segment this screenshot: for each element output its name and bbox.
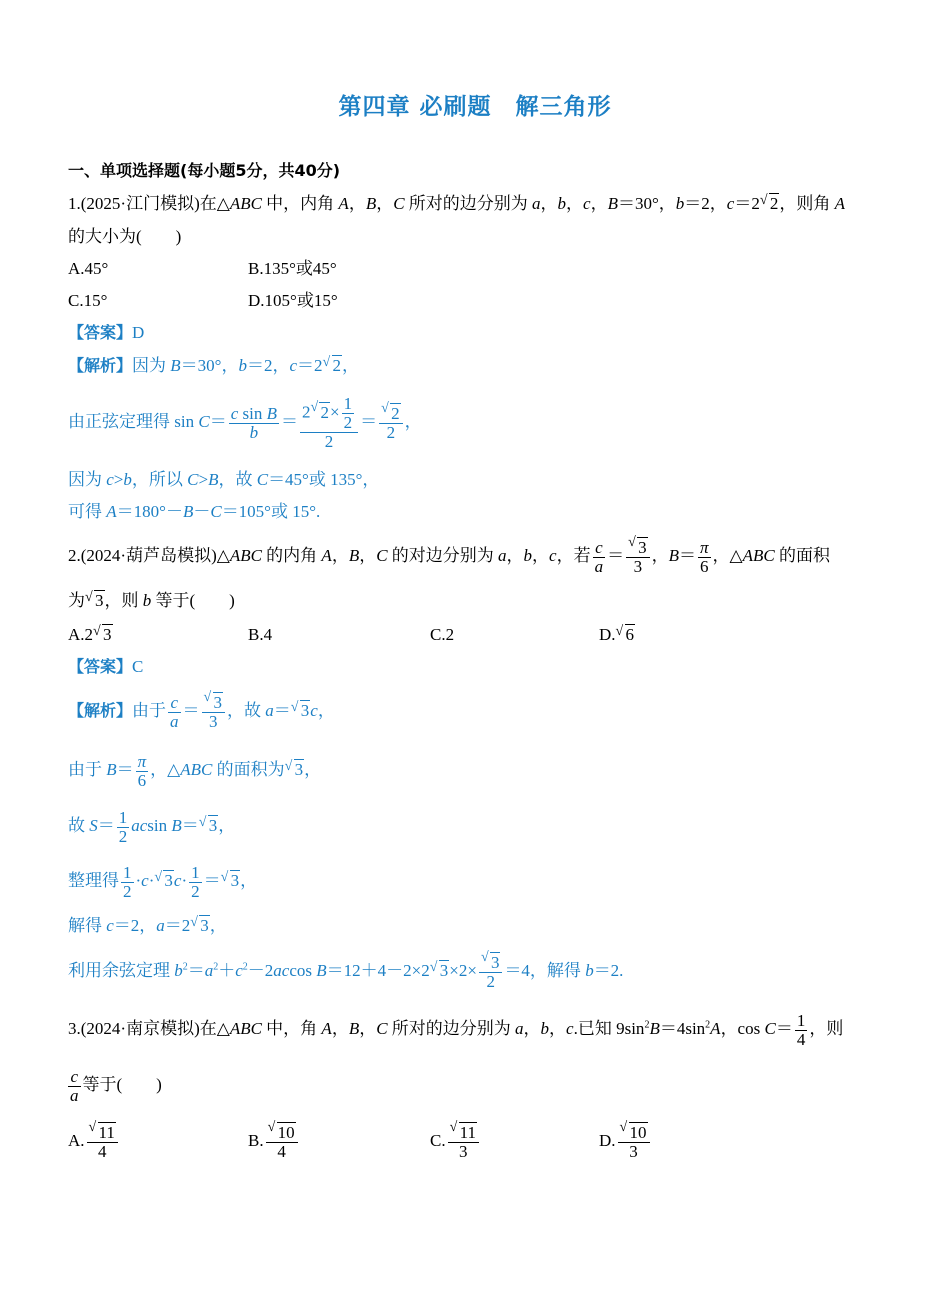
q2-stem-line2: 为 √ 3，则 b 等于( ) [68,590,235,610]
q2-analysis-line3: 故 S＝ $\frac{1}{2}$ acsin B＝ √ 3， [68,807,236,846]
q3-stem-line2: $\frac{c}{a}$ 等于( ) [70,1066,162,1105]
q2-analysis-line6: 利用余弦定理 $b^2=a^2+c^2-2accos$ B＝12＋4－2×2 √ 3×2× √ 3 2 ＝4，解得 b＝2. [68,949,624,991]
q2-stem-line1: 2.(2024·葫芦岛模拟)△ABC 的内角 A，B，C 的对边分别为 a，b，c，若 $\frac{c}{a}$ ＝ √ 3 3 ，B＝ $\frac{\pi}{6}$ ，△ABC 的面积 [68,534,830,576]
q3-option-b[interactable]: B. √ 10 4 [248,1118,300,1164]
q1-option-b[interactable]: B.135°或45° [248,259,337,278]
q1-analysis-line3: 因为 c>b，所以 C>B，故 C＝45°或 135°， [68,470,380,489]
q3-option-a[interactable]: A. √ 11 4 [68,1118,120,1164]
q1-analysis-line1: 【解析】因为 B＝30°，b＝2，c＝2 √ 2， [68,355,360,375]
q1-analysis-line4: 可得 A＝180°－B－C＝105°或 15°. [68,502,321,521]
q1-analysis-line2: 由正弦定理得 sin C＝ $\frac{\text{c sin B}}{b}$ ＝ 2 √ 2× $\frac{1}{2}$ 2 ＝ √ 2 2 ， [68,394,422,452]
q2-option-b[interactable]: B.4 [248,625,273,644]
q2-analysis-line2: 由于 B＝ $\frac{\pi}{6}$ ，△ABC 的面积为 √ 3， [68,751,322,790]
q1-option-a[interactable]: A.45° [68,259,109,278]
q1-stem-line2: 的大小为( ) [68,227,182,246]
q2-answer: 【答案】C [68,657,144,676]
q2-analysis-line4: 整理得 $\frac{1}{2}$ ·c· √ 3c· $\frac{1}{2}$ ＝ √ 3， [68,862,258,901]
q2-option-a[interactable]: A.2 √ 3 [68,624,112,644]
q3-option-c[interactable]: C. √ 11 3 [430,1118,481,1164]
q2-option-d[interactable]: D. √ 6 [599,624,635,644]
q3-option-d[interactable]: D. √ 10 3 [599,1118,652,1164]
q2-option-c[interactable]: C.2 [430,625,455,644]
page-title: 第四章 必刷题 解三角形 [338,94,612,120]
q2-analysis-line1: 【解析】由于 $\frac{c}{a}$ ＝ √ 3 3 ，故 a＝ √ 3c， [68,689,335,731]
q1-option-c[interactable]: C.15° [68,291,108,310]
section-heading: 一、单项选择题(每小题5分，共40分) [68,161,341,180]
q3-stem-line1: 3.(2024·南京模拟)在△ABC 中，角 A，B，C 所对的边分别为 a，b，c.已知 $9\sin^2B=4\sin^2A$，cos C＝ $\frac{1}{4}$ ，则 [68,1010,844,1049]
q2-analysis-line5: 解得 c＝2，a＝2 √ 3， [68,915,227,935]
q1-stem-line1: 1.(2025·江门模拟)在△ABC 中，内角 A，B，C 所对的边分别为 a，b，c，B＝30°，b＝2，c＝2 √ 2，则角 A [68,193,845,213]
q1-option-d[interactable]: D.105°或15° [248,291,338,310]
q1-answer: 【答案】D [68,323,145,342]
